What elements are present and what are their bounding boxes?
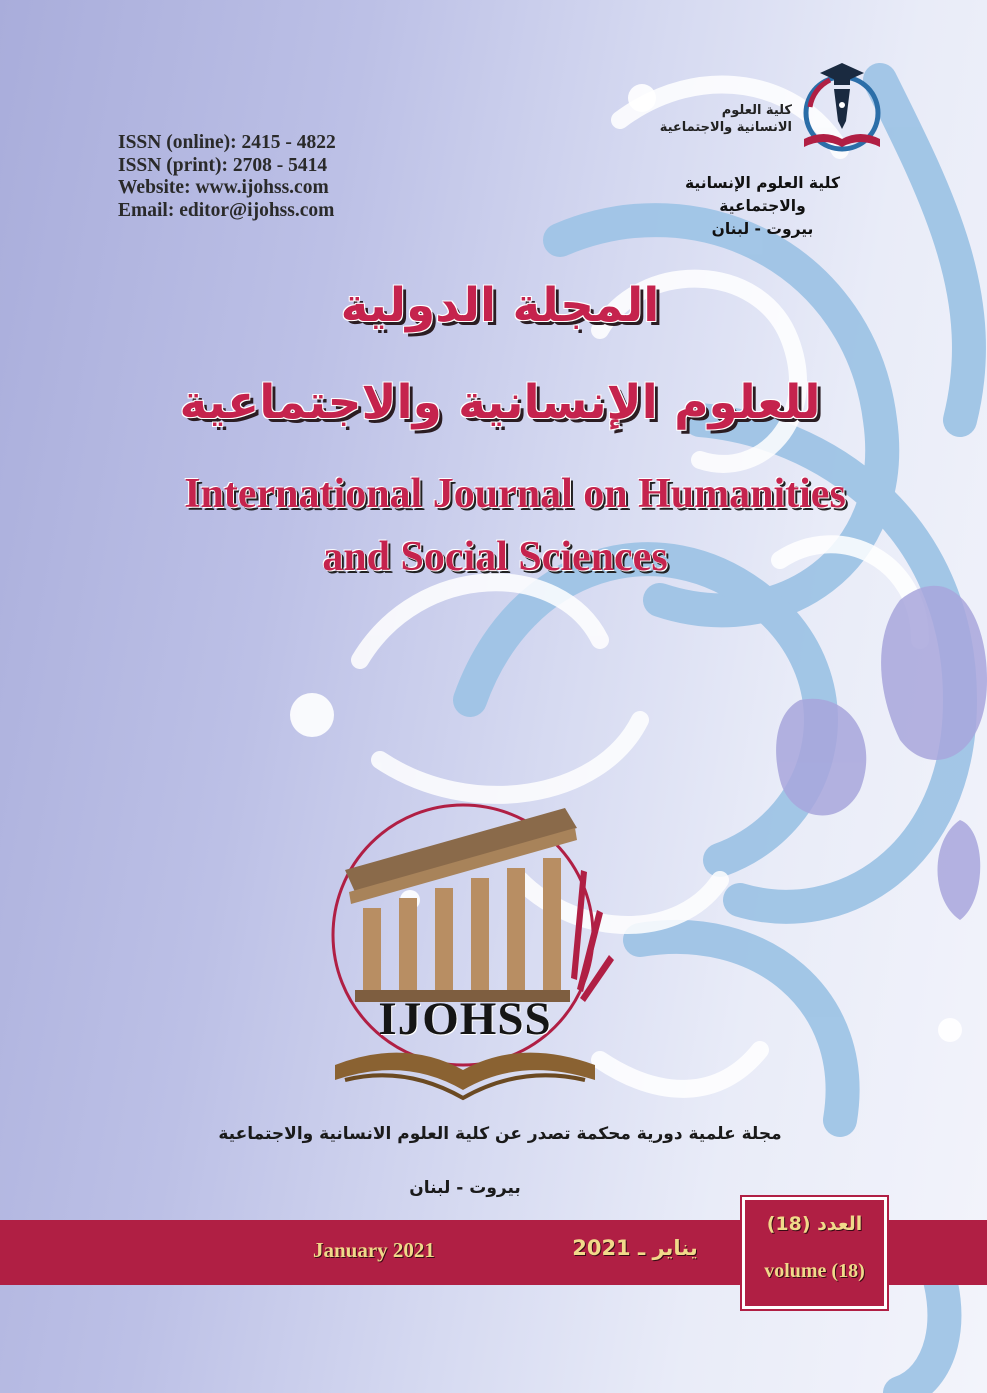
faculty-name-block xyxy=(640,172,885,241)
issn-online: ISSN (online): 2415 - 4822 xyxy=(118,132,336,153)
journal-city: بيروت - لبنان xyxy=(409,1178,521,1198)
ijohss-emblem-icon xyxy=(315,780,615,1120)
issue-date-arabic: يناير ـ 2021 xyxy=(572,1236,698,1260)
faculty-logo-text xyxy=(650,102,792,136)
issue-volume-english: volume (18) xyxy=(764,1260,865,1282)
issue-number-box xyxy=(742,1197,887,1309)
issn-print: ISSN (print): 2708 - 5414 xyxy=(118,154,328,176)
faculty-logo-line2: الانسانية والاجتماعية xyxy=(659,120,792,135)
journal-acronym: IJOHSS xyxy=(378,993,552,1045)
issue-date-english: January 2021 xyxy=(313,1238,435,1262)
english-title-line1: International Journal on Humanities xyxy=(184,471,846,517)
issue-number-arabic: العدد (18) xyxy=(766,1213,863,1235)
arabic-title-line2: للعلوم الإنسانية والاجتماعية xyxy=(179,375,821,430)
arabic-title-line1: المجلة الدولية xyxy=(340,278,660,333)
email-link[interactable]: Email: editor@ijohss.com xyxy=(118,199,335,221)
faculty-logo-line1: كلية العلوم xyxy=(721,103,792,118)
faculty-city: بيروت - لبنان xyxy=(711,220,814,238)
faculty-name: كلية العلوم الإنسانية والاجتماعية xyxy=(685,174,840,215)
journal-description: مجلة علمية دورية محكمة تصدر عن كلية العلوم الانسانية والاجتماعية xyxy=(218,1124,782,1144)
faculty-logo-icon xyxy=(790,55,890,170)
english-title-line2: and Social Sciences xyxy=(322,534,668,580)
website-link[interactable]: Website: www.ijohss.com xyxy=(118,177,329,198)
publication-info xyxy=(118,132,418,222)
